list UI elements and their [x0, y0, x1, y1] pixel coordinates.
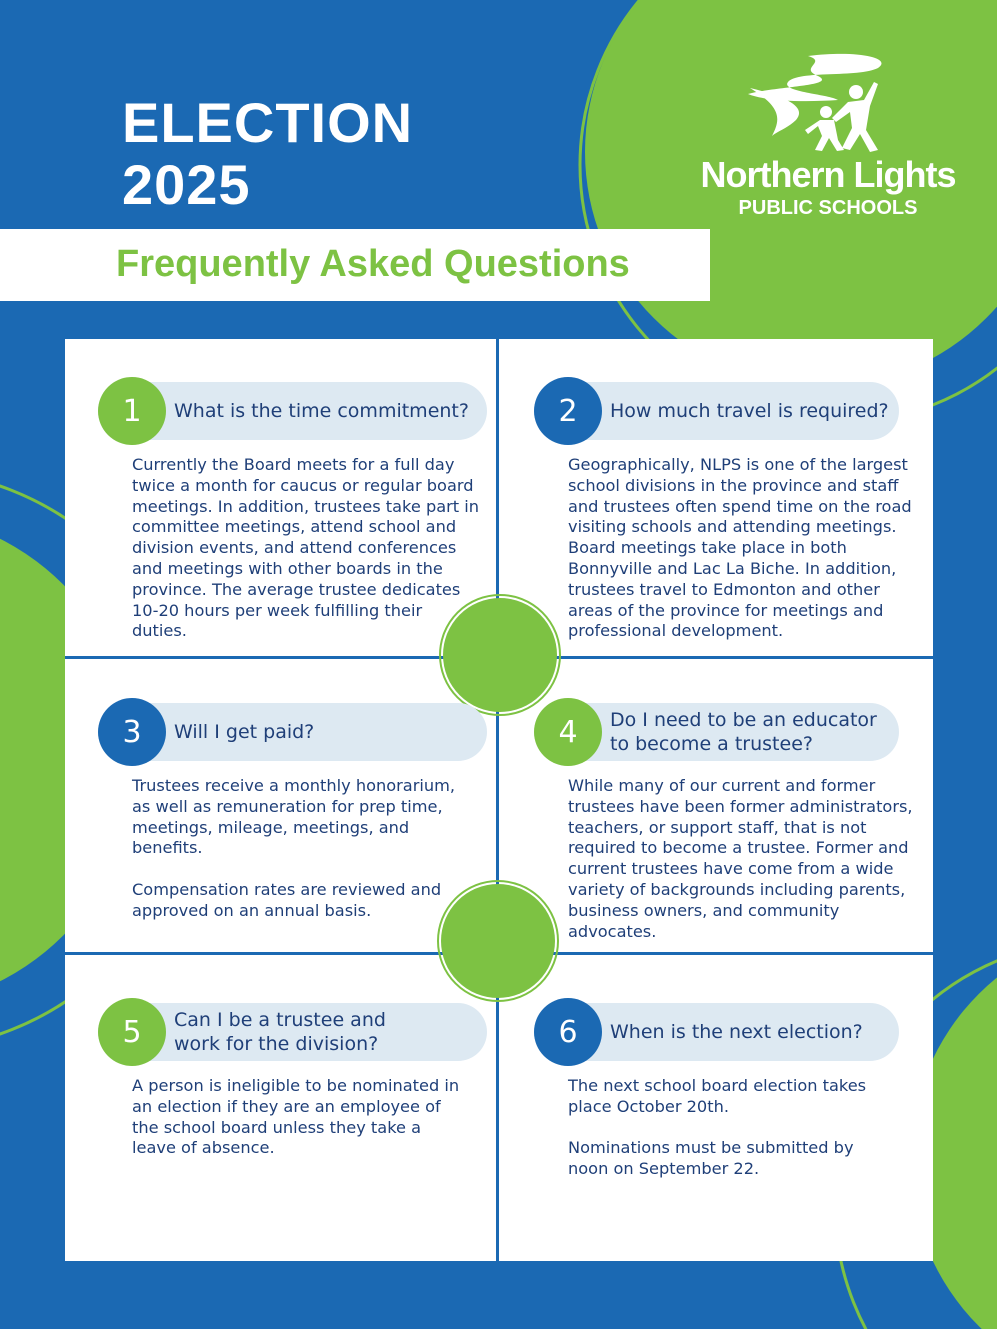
answer-4 [568, 776, 923, 942]
question-number-5: 5 [98, 998, 166, 1066]
answer-paragraph: A person is ineligible to be nominated in an election if they are an employee of the school board unless they take a leave of absence. [132, 1076, 460, 1158]
answer-3 [132, 776, 467, 922]
logo-name: Northern Lights [700, 154, 956, 195]
answer-2 [568, 455, 923, 642]
question-text-2: How much travel is required? [610, 400, 889, 422]
logo-subtitle: PUBLIC SCHOOLS [738, 197, 918, 219]
answer-5 [132, 1076, 462, 1159]
answer-paragraph: Currently the Board meets for a full day twice a month for caucus or regular board meetings. In addition, trustees take part in committee meetings, attend school and division events, and attend conferences and meetings with other boards in the province. The average trustee dedicates 10-20 hours per week fulfilling their duties. [132, 455, 480, 641]
answer-1 [132, 455, 482, 642]
answer-paragraph: The next school board election takes place October 20th. [568, 1076, 867, 1116]
answer-paragraph: While many of our current and former trustees have been former administrators, teachers, or support staff, that is not required to become a trustee. Former and current trustees have come from a wide variety of backgrounds including parents, business owners, and community advocates. [568, 776, 913, 941]
question-text-6: When is the next election? [610, 1021, 863, 1043]
question-number-2: 2 [534, 377, 602, 445]
question-number-3: 3 [98, 698, 166, 766]
question-number-4: 4 [534, 698, 602, 766]
question-text-4: Do I need to be an educator to become a trustee? [610, 709, 877, 755]
answer-paragraph: Nominations must be submitted by noon on September 22. [568, 1138, 854, 1179]
question-text-1: What is the time commitment? [174, 400, 469, 422]
question-text-3: Will I get paid? [174, 721, 315, 743]
question-number-6: 6 [534, 998, 602, 1066]
title-line-2: 2025 [122, 153, 251, 216]
answer-paragraph: Trustees receive a monthly honorarium, as well as remuneration for prep time, meetings, mileage, meetings, and benefits. [132, 776, 456, 858]
answer-paragraph: Compensation rates are reviewed and approved on an annual basis. [132, 879, 442, 920]
title-line-1: ELECTION [122, 91, 414, 154]
faq-heading: Frequently Asked Questions [116, 243, 630, 285]
question-number-1: 1 [98, 377, 166, 445]
question-text-5: Can I be a trustee and work for the division? [174, 1009, 386, 1055]
answer-paragraph: Geographically, NLPS is one of the largest school divisions in the province and staff and trustees often spend time on the road visiting schools and attending meetings. Board meetings take place in both Bonnyville and Lac La Biche. In addition, trustees travel to Edmonton and other areas of the province for meetings and professional development. [568, 455, 912, 641]
answer-6 [568, 1076, 888, 1180]
